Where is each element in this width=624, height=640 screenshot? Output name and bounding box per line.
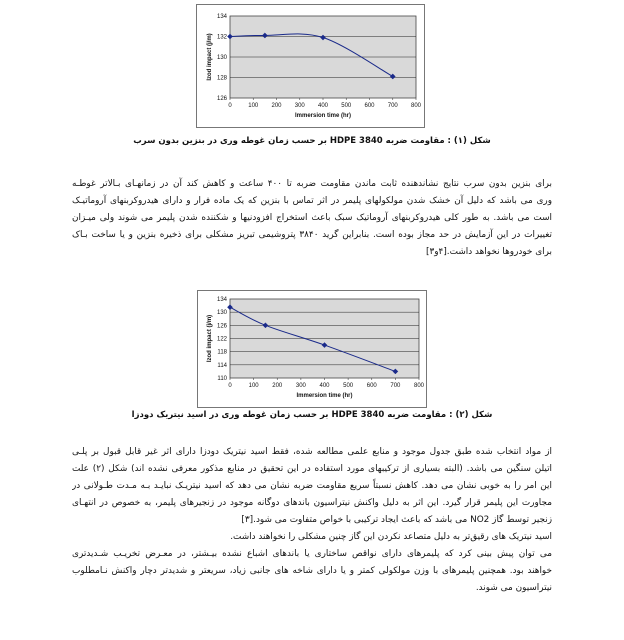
para-1-line: تغییرات در این آزمایش در حد مجاز بوده است. بنابراین گرید ۳۸۴۰ پتروشیمی تبریز مشکلی برای ذخیره بنزین و یا ساخت بـاک bbox=[72, 230, 552, 240]
y-tick-label: 132 bbox=[216, 34, 227, 41]
para-1-line: وری می باشد که دلیل آن خشک شدن مولکولهای پلیمر در اثر تماس با بنزین که یک ماده فرار و دارای هیدروکربنهای آروماتیـک bbox=[72, 196, 552, 206]
x-tick-label: 300 bbox=[295, 383, 306, 389]
y-tick-label: 126 bbox=[216, 96, 227, 102]
para-2-line: این امر را به خوبی نشان می دهد. کاهش نسبتاً سریع مقاومت ضربه نشان می دهد که اسید نیتریـک نبایـد بـه مـدت طـولانی در bbox=[72, 481, 552, 491]
x-tick-label: 400 bbox=[319, 383, 330, 389]
y-tick-label: 122 bbox=[216, 336, 227, 343]
para-2-line: اتیلن سنگین می باشد. (البته بسیاری از ترکیبهای مورد استفاده در این تحقیق در منابع مذکور معرفی نشده اند) شکل (۲) علت bbox=[72, 464, 552, 474]
x-tick-label: 0 bbox=[228, 383, 232, 389]
para-2-line: مجاورت این پلیمر قرار گیرد. این اثر به دلیل واکنش نیتراسیون باندهای دوگانه موجود در زنجیرهای پلیمر، به خصوص در انتهـای bbox=[72, 498, 552, 508]
x-tick-label: 100 bbox=[248, 383, 259, 389]
x-tick-label: 100 bbox=[248, 103, 259, 109]
y-tick-label: 126 bbox=[216, 323, 227, 330]
para-2-line: زنجیر توسط گاز NO2 می باشد که باعث ایجاد ترکیبی با خواص متفاوت می شود.[۳] bbox=[241, 515, 552, 525]
para-2-line: خواهند بود. همچنین پلیمرهای با وزن مولکولی کمتر و یا دارای شاخه های جانبی زیاد، سریعتر و شدیدتر دچار واکنش نـامطلوب bbox=[72, 566, 552, 576]
caption-2: شکل (۲) : مقاومت ضربه HDPE 3840 بر حسب زمان غوطه وری در اسید نیتریک دودزا bbox=[131, 410, 493, 420]
paragraph-1 bbox=[72, 176, 552, 261]
para-1-line: برای خودروها نخواهد داشت.[۴و۳] bbox=[426, 247, 552, 257]
para-2-line: می توان پیش بینی کرد که پلیمرهای دارای نواقص ساختاری یا باندهای اشباع نشده بیـشتر، در معـرض تخریـب شـدیدتری bbox=[72, 549, 552, 559]
y-tick-label: 134 bbox=[216, 14, 227, 20]
chart-1 bbox=[196, 4, 425, 128]
x-tick-label: 200 bbox=[271, 103, 282, 109]
x-tick-label: 800 bbox=[413, 383, 425, 389]
chart-2-svg bbox=[197, 290, 427, 408]
para-2-line: اسید نیتریک های رقیق‌تر به دلیل متصاعد نکردن این گاز چنین مشکلی را نخواهند داشت. bbox=[230, 532, 552, 542]
y-tick-label: 128 bbox=[216, 75, 227, 82]
x-tick-label: 400 bbox=[317, 103, 329, 109]
caption-1: شکل (۱) : مقاومت ضربه HDPE 3840 بر حسب زمان غوطه وری در بنزین بدون سرب bbox=[133, 136, 491, 146]
para-2-line: از مواد انتخاب شده طبق جدول موجود و منابع علمی مطالعه شده، فقط اسید نیتریک دودزا دارای اثر غیر قابل قبول بر پلـی bbox=[72, 447, 552, 457]
chart-1-svg bbox=[196, 4, 425, 128]
x-tick-label: 0 bbox=[228, 103, 232, 109]
y-axis-label: Izod impact (j/m) bbox=[207, 33, 213, 81]
y-tick-label: 134 bbox=[216, 297, 227, 303]
chart-2 bbox=[197, 290, 427, 408]
x-tick-label: 600 bbox=[364, 103, 375, 109]
y-tick-label: 118 bbox=[217, 349, 227, 356]
x-tick-label: 600 bbox=[366, 383, 377, 389]
x-tick-label: 700 bbox=[387, 103, 398, 109]
x-axis-label: Immersion time (hr) bbox=[294, 113, 352, 119]
para-2-line: نیتراسیون می شوند. bbox=[475, 583, 552, 593]
x-tick-label: 500 bbox=[341, 103, 352, 109]
x-tick-label: 300 bbox=[294, 103, 305, 109]
paragraph-2 bbox=[72, 444, 552, 597]
x-tick-label: 200 bbox=[272, 383, 283, 389]
y-axis-label: Izod impact (j/m) bbox=[207, 314, 213, 363]
x-tick-label: 500 bbox=[343, 383, 354, 389]
x-axis-label: Immersion time (hr) bbox=[296, 393, 353, 399]
y-tick-label: 114 bbox=[217, 362, 227, 369]
x-tick-label: 800 bbox=[410, 103, 422, 109]
y-tick-label: 130 bbox=[216, 310, 227, 317]
para-1-line: برای بنزین بدون سرب نتایج نشاندهنده ثابت ماندن مقاومت ضربه تا ۴۰۰ ساعت و کاهش کند آن در زمانهـای بـالاتر غوطـه bbox=[72, 179, 552, 189]
y-tick-label: 130 bbox=[216, 55, 227, 61]
y-tick-label: 110 bbox=[217, 376, 227, 382]
x-tick-label: 700 bbox=[390, 383, 401, 389]
para-1-line: است می باشد. به طور کلی هیدروکربنهای آروماتیک سبک باعث استخراج افزودنیها و شکننده شدن پلیمر می شوند ولی میـزان bbox=[72, 213, 552, 223]
